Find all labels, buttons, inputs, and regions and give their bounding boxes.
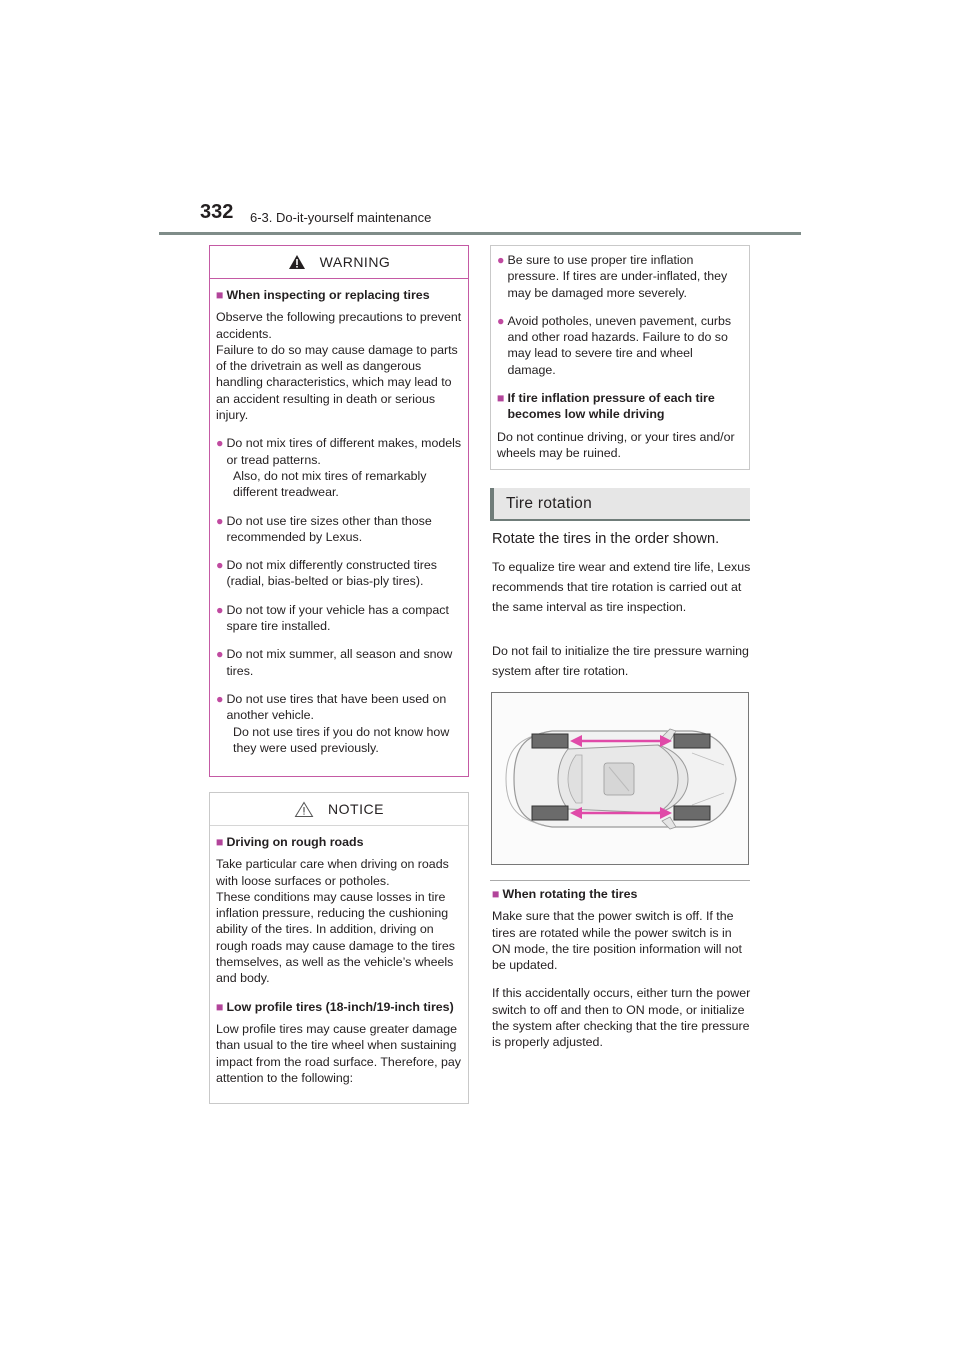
lead-text: Rotate the tires in the order shown. [492, 531, 720, 547]
warning-intro: Observe the following precautions to prevent accidents. [216, 310, 462, 341]
warning-header [210, 246, 468, 279]
warning-continued-box [490, 245, 750, 470]
list-item: ● Do not mix tires of different makes, models or tread patterns. [216, 436, 462, 467]
section-title: 6-3. Do-it-yourself maintenance [250, 210, 432, 225]
warning-intro-2: Failure to do so may cause damage to parts of the drivetrain as well as dangerous handling characteristics, which may lead to an accident resulting in death or serious injury. [216, 342, 458, 423]
list-item: ● Avoid potholes, uneven pavement, curbs and other road hazards. Failure to do so may lead to severe tire and wheel damage. [497, 313, 732, 377]
list-item: ● Do not use tire sizes other than those recommended by Lexus. [216, 513, 432, 544]
notice-paragraph: Take particular care when driving on roads with loose surfaces or potholes. [216, 857, 449, 888]
warning-triangle-icon [288, 254, 306, 270]
notice-header [210, 793, 468, 826]
list-item: ● Be sure to use proper tire inflation pressure. If tires are under-inflated, they may be damaged more severely. [497, 253, 728, 300]
header-rule [159, 232, 801, 235]
notice-heading: ■ Low profile tires (18-inch/19-inch tires) [216, 999, 454, 1014]
warning-heading: ■ If tire inflation pressure of each tire becomes low while driving [497, 391, 715, 422]
warning-paragraph: Do not continue driving, or your tires and/or wheels may be ruined. [497, 429, 735, 460]
list-item: ● Do not use tires that have been used on another vehicle. [216, 691, 447, 723]
notes-paragraph: Make sure that the power switch is off. If the tires are rotated while the power switch is in ON mode, the tire position information will not be updated. [492, 909, 742, 973]
warning-box [209, 245, 469, 777]
car-top-view-illustration [492, 693, 748, 864]
section-heading-tab: Tire rotation [490, 488, 750, 521]
rotation-notes [492, 886, 752, 1063]
notes-heading: ■ When rotating the tires [492, 887, 638, 901]
list-item-continued: Do not use tires if you do not know how they were used previously. [233, 724, 450, 755]
list-item-continued: Also, do not mix tires of remarkably different treadwear. [233, 468, 427, 500]
notice-paragraph: Low profile tires may cause greater damage than usual to the tire wheel when sustaining impact from the road surface. Therefore, pay attention to the following: [216, 1021, 461, 1085]
divider [490, 880, 750, 881]
notice-box [209, 792, 469, 1104]
tire-rotation-figure [491, 692, 749, 865]
tire-rear-left [532, 734, 568, 748]
list-item: ● Do not tow if your vehicle has a compact spare tire installed. [216, 602, 449, 634]
warning-title: WARNING [319, 254, 391, 270]
warning-heading: ■ When inspecting or replacing tires [216, 288, 430, 302]
notice-title: NOTICE [328, 801, 384, 817]
list-item: ● Do not mix summer, all season and snow tires. [216, 647, 453, 678]
page-number: 332 [200, 201, 234, 223]
notice-heading: ■ Driving on rough roads [216, 835, 364, 849]
body-paragraph: Do not fail to initialize the tire pressure warning system after tire rotation. [492, 644, 749, 678]
notice-paragraph: These conditions may cause losses in tire inflation pressure, reducing the cushioning ability of the tires. In addition, driving on rough roads may cause damage to the tires themselves, as well as the vehicle’s wheels and body. [216, 889, 455, 986]
body-paragraph: To equalize tire wear and extend tire life, Lexus recommends that tire rotation is carried out at the same interval as tire inspection. [492, 560, 751, 614]
tire-front-left [674, 734, 710, 748]
caution-triangle-icon [294, 801, 314, 818]
notes-paragraph: If this accidentally occurs, either turn the power switch to off and then to ON mode, or initialize the system after checking that the tire pressure is properly adjusted. [492, 986, 751, 1050]
tire-rear-right [532, 806, 568, 820]
list-item: ● Do not mix differently constructed tires (radial, bias-belted or bias-ply tires). [216, 558, 437, 589]
tire-front-right [674, 806, 710, 820]
